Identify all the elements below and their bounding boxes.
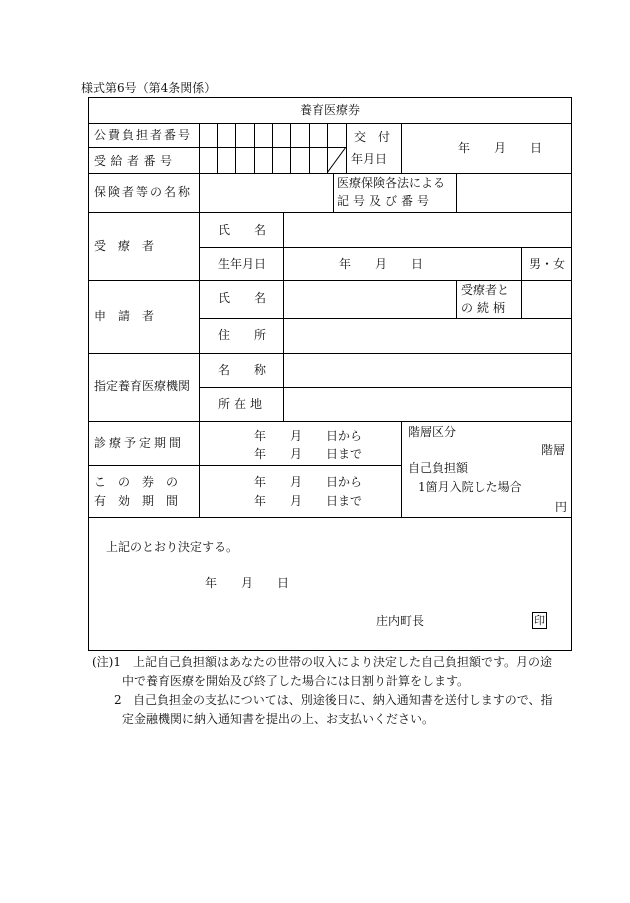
note2-line2: 定金融機関に納入通知書を提出の上、お支払いください。	[122, 712, 435, 726]
patient-label: 受 療 者	[94, 239, 155, 253]
dob-label: 生年月日	[218, 257, 267, 271]
validity-label-1: こ の 券 の	[94, 475, 179, 489]
insurer-name-label: 保険者等の名称	[94, 185, 193, 199]
note2-number: 2	[114, 693, 122, 707]
title: 養育医療券	[300, 103, 361, 117]
planned-period-label: 診療予定期間	[94, 436, 185, 450]
note1-line2: 中で養育医療を開始及び終了した場合には日割り計算をします。	[122, 674, 470, 688]
issue-date-label-2: 年月日	[351, 152, 388, 166]
recipient-no-label: 受給者番号	[94, 154, 177, 168]
decision-date: 年 月 日	[205, 576, 290, 590]
dob-value: 年 月 日	[339, 257, 424, 271]
decision-text: 上記のとおり決定する。	[106, 540, 239, 554]
patient-name-label: 氏 名	[218, 223, 267, 237]
copay-sub: 1箇月入院した場合	[418, 480, 522, 494]
seal-mark: 印	[534, 614, 545, 627]
insurance-law-label-2: 記号及び番号	[337, 194, 434, 208]
note-prefix: (注)1	[92, 655, 121, 669]
note2-line1: 自己負担金の支払については、別途後日に、納入通知書を送付しますので、指	[133, 693, 553, 707]
issue-date-value: 年 月 日	[458, 141, 543, 155]
mayor-label: 庄内町長	[376, 614, 425, 628]
tier-unit: 階層	[541, 443, 566, 457]
issue-date-label-1: 交 付	[354, 130, 391, 144]
public-payer-label: 公費負担者番号	[94, 128, 193, 142]
validity-from: 年 月 日から	[254, 475, 363, 489]
insurance-law-label-1: 医療保険各法による	[337, 176, 446, 190]
relation-label-1: 受療者と	[461, 283, 510, 297]
relation-label-2: の続柄	[461, 301, 510, 315]
applicant-label: 申 請 者	[94, 309, 155, 323]
institution-location-label: 所在地	[218, 397, 267, 411]
planned-from: 年 月 日から	[254, 429, 363, 443]
form-number: 様式第6号（第4条関係）	[81, 81, 217, 95]
copay-label: 自己負担額	[408, 461, 469, 475]
applicant-name-label: 氏 名	[218, 291, 267, 305]
planned-to: 年 月 日まで	[254, 447, 363, 461]
validity-to: 年 月 日まで	[254, 494, 363, 508]
slash-mark	[327, 147, 347, 174]
validity-label-2: 有 効 期 間	[94, 494, 179, 508]
copay-unit: 円	[555, 500, 568, 514]
tier-label: 階層区分	[408, 425, 457, 439]
note1-line1: 上記自己負担額はあなたの世帯の収入により決定した自己負担額です。月の途	[133, 655, 553, 669]
address-label: 住 所	[218, 328, 267, 342]
institution-name-label: 名 称	[218, 363, 267, 377]
institution-label: 指定養育医療機関	[94, 379, 191, 393]
sex-value: 男・女	[529, 257, 566, 271]
